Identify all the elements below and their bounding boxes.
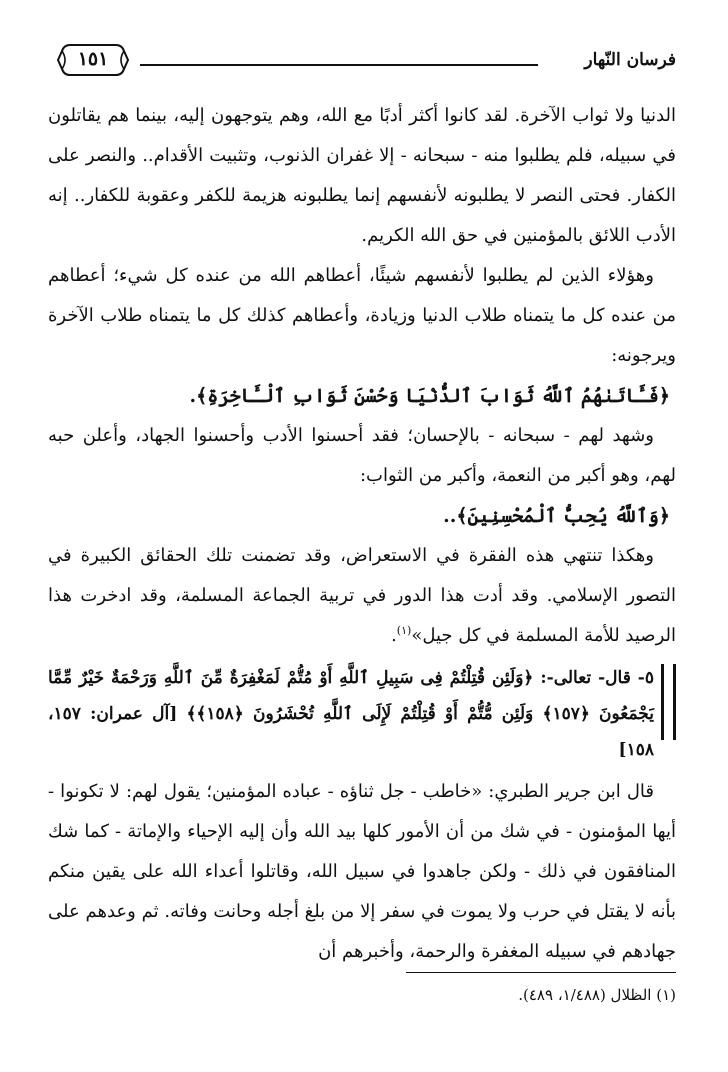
section-5-verse: ﴿وَلَئِن قُتِلْتُمْ فِى سَبِيلِ ٱللَّهِ أَوْ مُتُّمْ لَمَغْفِرَةٌ مِّنَ ٱللَّهِ وَرَحْمَةٌ خَيْرٌ مِّمَّا يَجْمَعُونَ ﴿١٥٧﴾ وَلَئِن مُّتُّمْ أَوْ قُتِلْتُمْ لَإِلَى ٱللَّهِ تُحْشَرُونَ ﴿١٥٨﴾﴾	[48, 668, 655, 724]
page-number-frame	[56, 42, 130, 78]
section-5	[48, 660, 676, 768]
paragraph-4-end: .	[391, 625, 397, 646]
header-rule	[140, 64, 538, 66]
section-5-reference: [آل عمران: ١٥٧، ١٥٨]	[48, 704, 654, 760]
paragraph-4-text: وهكذا تنتهي هذه الفقرة في الاستعراض، وقد تضمنت تلك الحقائق الكبيرة في التصور الإسلامي. وقد أدت هذا الدور في تربية الجماعة المسلمة، وقد ادخرت هذا الرصيد للأمة المسلمة في كل جيل»	[48, 545, 676, 646]
quran-verse-2: ﴿وَٱللَّهُ يُحِبُّ ٱلْمُحْسِنِينَ﴾..	[443, 505, 670, 527]
page-header	[56, 40, 676, 84]
running-title: فرسان النّهار	[584, 50, 676, 70]
paragraph-2: وهؤلاء الذين لم يطلبوا لأنفسهم شيئًا، أعطاهم الله من عنده كل شيء؛ أعطاهم من عنده كل ما يتمناه طلاب الدنيا وزيادة، وأعطاهم كذلك كل ما يتمناه طلاب الآخرة ويرجونه:	[48, 265, 676, 366]
footnote-marker: (١)	[396, 624, 412, 637]
footnote-rule	[406, 972, 676, 973]
paragraph-5: قال ابن جرير الطبري: «خاطب - جل ثناؤه - عباده المؤمنين؛ يقول لهم: لا تكونوا - أيها المؤمنون - في شك من أن الأمور كلها بيد الله وأن إليه الإحياء والإماتة - كما شك المنافقون في ذلك - ولكن جاهدوا في سبيل الله، وقاتلوا أعداء الله على يقين منكم بأنه لا يقتل في حرب ولا يموت في سفر إلا من بلغ أجله وحانت وفاته. ثم وعدهم على جهادهم في سبيله المغفرة والرحمة، وأخبرهم أن	[48, 781, 676, 962]
quran-verse-1: ﴿فَـَٔاتَىٰهُمُ ٱللَّهُ ثَوَابَ ٱلدُّنْيَا وَحُسْنَ ثَوَابِ ٱلْـَٔاخِرَةِ﴾.	[189, 385, 670, 407]
page-number: ١٥١	[77, 48, 109, 70]
paragraph-4	[48, 536, 676, 656]
paragraph-1: الدنيا ولا ثواب الآخرة. لقد كانوا أكثر أدبًا مع الله، وهم يتوجهون إليه، بينما هم يقاتلون في سبيله، فلم يطلبوا منه - سبحانه - إلا غفران الذنوب، وتثبيت الأقدام.. والنصر على الكفار. فحتى النصر لا يطلبونه لأنفسهم إنما يطلبونه هزيمة للكفر وعقوبة للكفار.. إنه الأدب اللائق بالمؤمنين في حق الله الكريم.	[48, 105, 677, 246]
body-text	[48, 96, 676, 972]
section-5-lead: ٥- قال- تعالى-:	[540, 668, 654, 688]
paragraph-3: وشهد لهم - سبحانه - بالإحسان؛ فقد أحسنوا الأدب وأحسنوا الجهاد، وأعلن حبه لهم، وهو أكبر من النعمة، وأكبر من الثواب:	[48, 425, 676, 486]
footnote: (١) الظلال (١/٤٨٨، ٤٨٩).	[518, 986, 676, 1004]
section-bar	[661, 664, 676, 740]
